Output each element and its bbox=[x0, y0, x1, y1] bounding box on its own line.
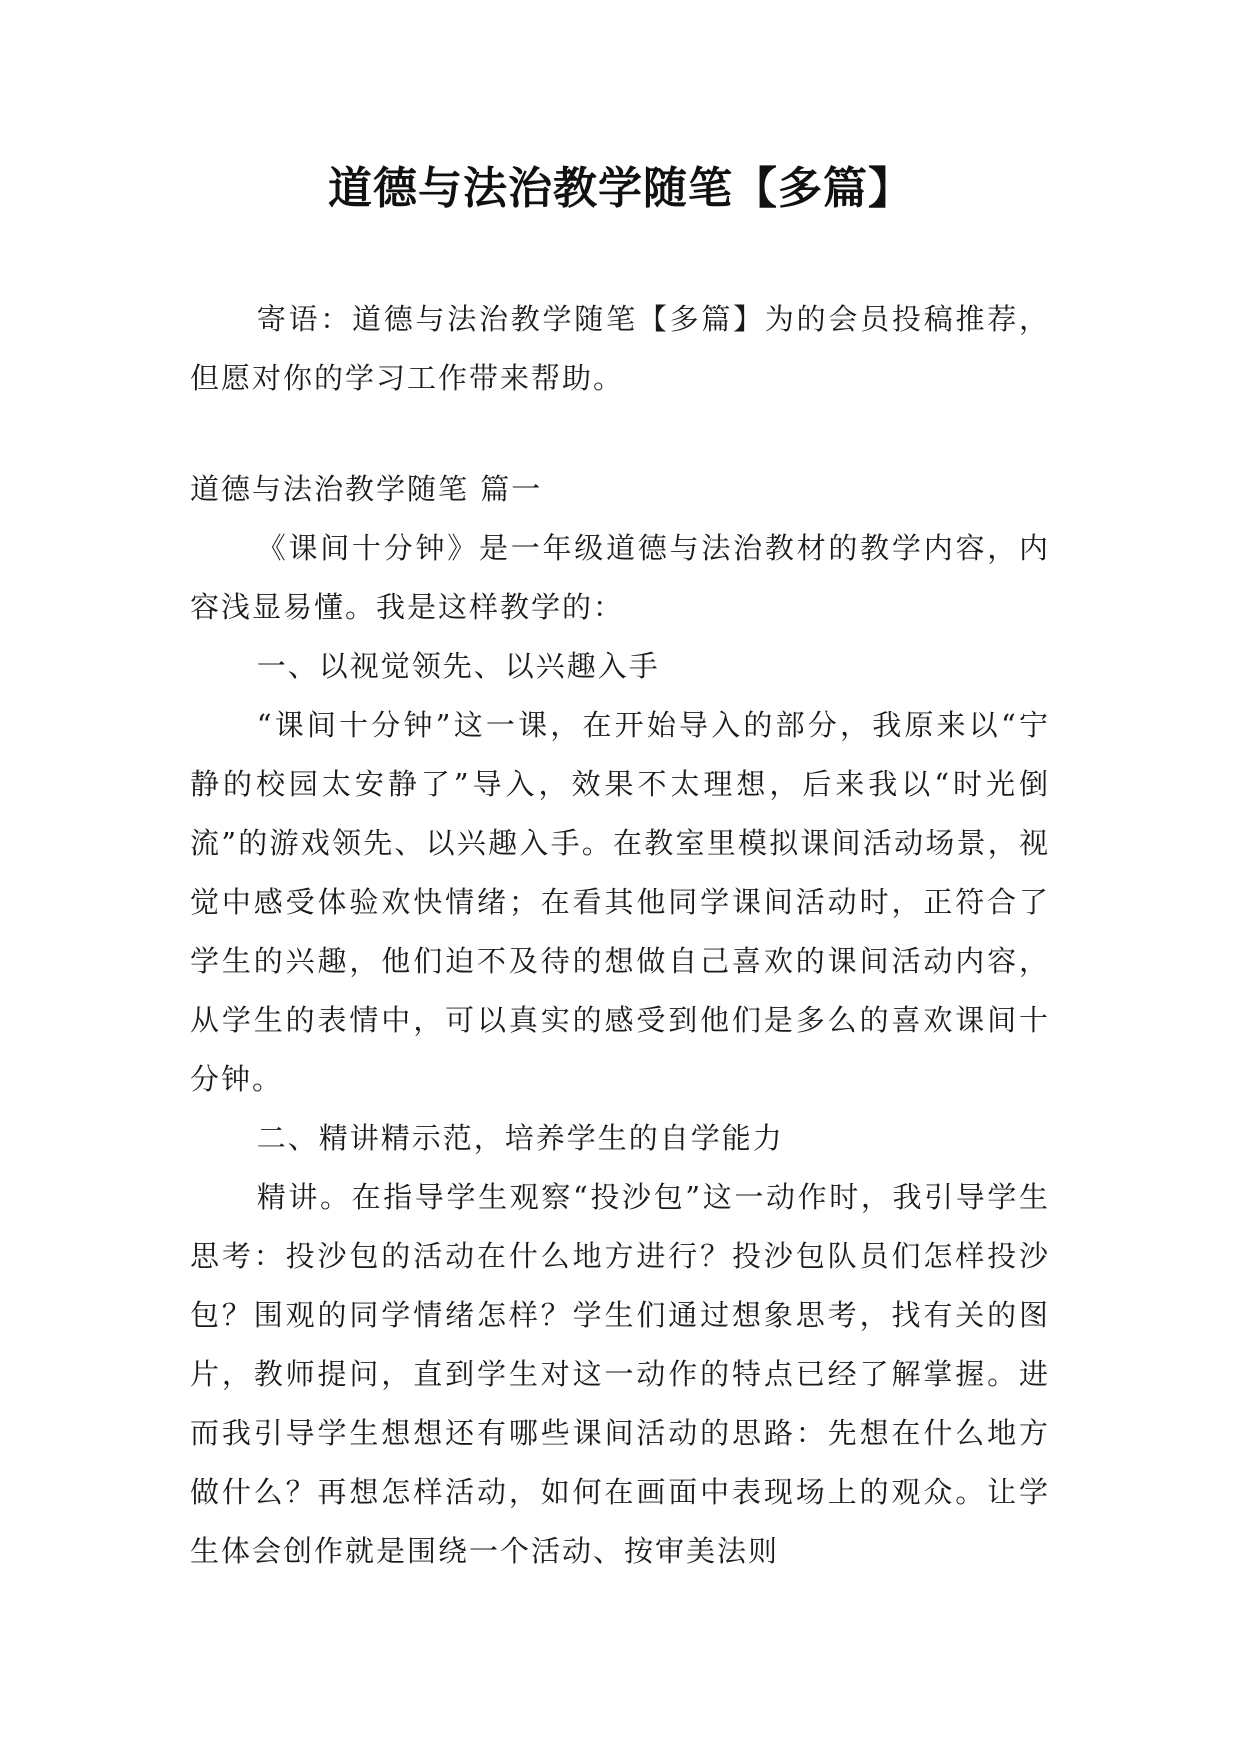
intro-paragraph: 寄语：道德与法治教学随笔【多篇】为的会员投稿推荐，但愿对你的学习工作带来帮助。 bbox=[190, 302, 1050, 395]
subheading: 二、精讲精示范，培养学生的自学能力 bbox=[256, 1121, 784, 1155]
subheading: 一、以视觉领先、以兴趣入手 bbox=[256, 649, 660, 683]
paragraph: 《课间十分钟》是一年级道德与法治教材的教学内容，内容浅显易懂。我是这样教学的： bbox=[190, 531, 1050, 624]
paragraph: “课间十分钟”这一课，在开始导入的部分，我原来以“宁静的校园太安静了”导入，效果不太理想，后来我以“时光倒流”的游戏领先、以兴趣入手。在教室里模拟课间活动场景，视觉中感受体验欢快情绪；在看其他同学课间活动时，正符合了学生的兴趣，他们迫不及待的想做自己喜欢的课间活动内容，从学生的表情中，可以真实的感受到他们是多么的喜欢课间十分钟。 bbox=[190, 708, 1050, 1096]
section-title: 道德与法治教学随笔 篇一 bbox=[190, 472, 543, 506]
intro-block bbox=[190, 290, 1050, 408]
article-body bbox=[190, 460, 1050, 1581]
paragraph: 精讲。在指导学生观察“投沙包”这一动作时，我引导学生思考：投沙包的活动在什么地方进行？投沙包队员们怎样投沙包？围观的同学情绪怎样？学生们通过想象思考，找有关的图片，教师提问，直到学生对这一动作的特点已经了解掌握。进而我引导学生想想还有哪些课间活动的思路：先想在什么地方做什么？再想怎样活动，如何在画面中表现场上的观众。让学生体会创作就是围绕一个活动、按审美法则 bbox=[190, 1180, 1050, 1568]
document-title: 道德与法治教学随笔【多篇】 bbox=[328, 163, 913, 214]
